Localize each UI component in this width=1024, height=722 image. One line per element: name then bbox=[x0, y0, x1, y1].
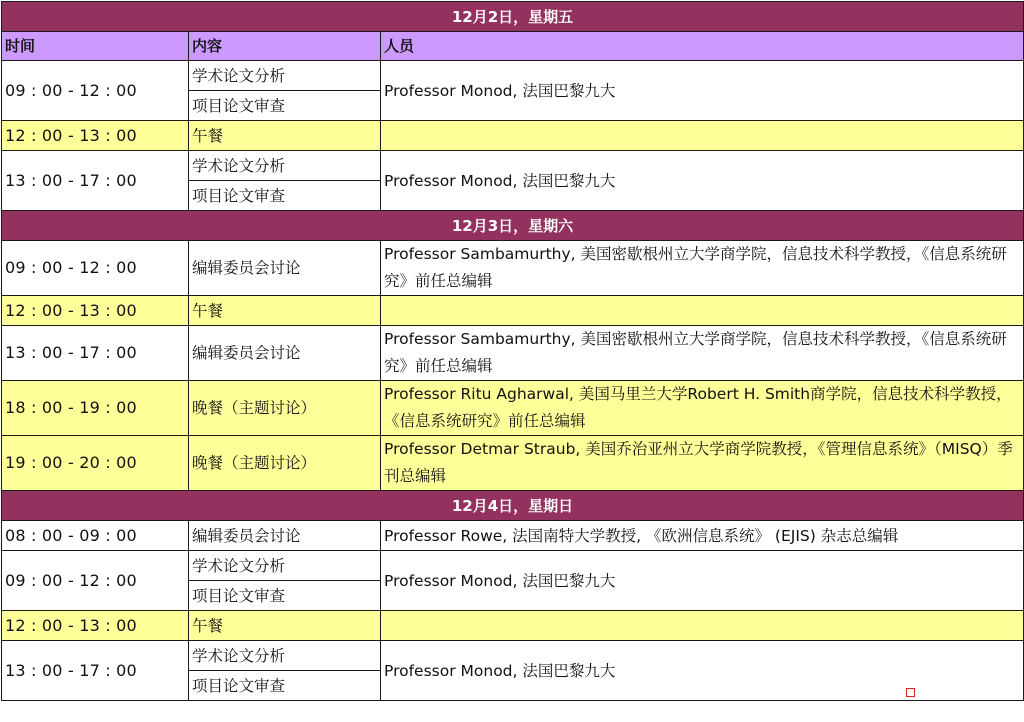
people-cell bbox=[381, 611, 1024, 641]
schedule-table bbox=[1, 1, 1024, 701]
people-cell bbox=[381, 296, 1024, 326]
content-cell: 学术论文分析 bbox=[189, 551, 381, 581]
table-row bbox=[2, 151, 1024, 181]
column-header-people: 人员 bbox=[381, 32, 1024, 61]
time-cell: 13 : 00 - 17 : 00 bbox=[2, 151, 189, 211]
table-row bbox=[2, 61, 1024, 91]
time-cell: 08 : 00 - 09 : 00 bbox=[2, 521, 189, 551]
people-cell bbox=[381, 121, 1024, 151]
content-cell: 晚餐（主题讨论） bbox=[189, 381, 381, 436]
people-cell: Professor Monod, 法国巴黎九大 bbox=[381, 151, 1024, 211]
people-cell: Professor Monod, 法国巴黎九大 bbox=[381, 641, 1024, 701]
meal-row bbox=[2, 121, 1024, 151]
day-header-row bbox=[2, 491, 1024, 521]
column-header-row bbox=[2, 32, 1024, 61]
column-header-time: 时间 bbox=[2, 32, 189, 61]
table-row bbox=[2, 326, 1024, 381]
content-cell: 晚餐（主题讨论） bbox=[189, 436, 381, 491]
content-cell: 学术论文分析 bbox=[189, 151, 381, 181]
content-cell: 项目论文审查 bbox=[189, 91, 381, 121]
time-cell: 09 : 00 - 12 : 00 bbox=[2, 61, 189, 121]
day-title: 12月4日，星期日 bbox=[2, 491, 1024, 521]
time-cell: 13 : 00 - 17 : 00 bbox=[2, 326, 189, 381]
content-cell: 午餐 bbox=[189, 121, 381, 151]
table-row bbox=[2, 551, 1024, 581]
meal-row bbox=[2, 436, 1024, 491]
column-header-content: 内容 bbox=[189, 32, 381, 61]
time-cell: 19 : 00 - 20 : 00 bbox=[2, 436, 189, 491]
content-cell: 项目论文审查 bbox=[189, 581, 381, 611]
content-cell: 学术论文分析 bbox=[189, 641, 381, 671]
table-row bbox=[2, 521, 1024, 551]
people-cell: Professor Detmar Straub, 美国乔治亚州立大学商学院教授，《管理信息系统》（MISQ）季刊总编辑 bbox=[381, 436, 1024, 491]
content-cell: 午餐 bbox=[189, 611, 381, 641]
day-header-row bbox=[2, 211, 1024, 241]
time-cell: 09 : 00 - 12 : 00 bbox=[2, 551, 189, 611]
content-cell: 项目论文审查 bbox=[189, 181, 381, 211]
people-cell: Professor Monod, 法国巴黎九大 bbox=[381, 551, 1024, 611]
people-cell: Professor Monod, 法国巴黎九大 bbox=[381, 61, 1024, 121]
content-cell: 编辑委员会讨论 bbox=[189, 326, 381, 381]
day-title: 12月2日，星期五 bbox=[2, 2, 1024, 32]
people-cell: Professor Rowe, 法国南特大学教授, 《欧洲信息系统》 (EJIS) 杂志总编辑 bbox=[381, 521, 1024, 551]
time-cell: 12 : 00 - 13 : 00 bbox=[2, 121, 189, 151]
time-cell: 18 : 00 - 19 : 00 bbox=[2, 381, 189, 436]
time-cell: 12 : 00 - 13 : 00 bbox=[2, 296, 189, 326]
people-cell: Professor Ritu Agharwal, 美国马里兰大学Robert H. Smith商学院，信息技术科学教授，《信息系统研究》前任总编辑 bbox=[381, 381, 1024, 436]
day-title: 12月3日，星期六 bbox=[2, 211, 1024, 241]
people-cell: Professor Sambamurthy, 美国密歇根州立大学商学院，信息技术科学教授，《信息系统研究》前任总编辑 bbox=[381, 326, 1024, 381]
day-header-row bbox=[2, 2, 1024, 32]
content-cell: 学术论文分析 bbox=[189, 61, 381, 91]
small-square-marker bbox=[906, 688, 915, 697]
content-cell: 编辑委员会讨论 bbox=[189, 521, 381, 551]
time-cell: 09 : 00 - 12 : 00 bbox=[2, 241, 189, 296]
content-cell: 编辑委员会讨论 bbox=[189, 241, 381, 296]
content-cell: 项目论文审查 bbox=[189, 671, 381, 701]
table-row bbox=[2, 241, 1024, 296]
table-row bbox=[2, 641, 1024, 671]
people-cell: Professor Sambamurthy, 美国密歇根州立大学商学院，信息技术科学教授，《信息系统研究》前任总编辑 bbox=[381, 241, 1024, 296]
meal-row bbox=[2, 296, 1024, 326]
time-cell: 13 : 00 - 17 : 00 bbox=[2, 641, 189, 701]
time-cell: 12 : 00 - 13 : 00 bbox=[2, 611, 189, 641]
meal-row bbox=[2, 381, 1024, 436]
meal-row bbox=[2, 611, 1024, 641]
content-cell: 午餐 bbox=[189, 296, 381, 326]
